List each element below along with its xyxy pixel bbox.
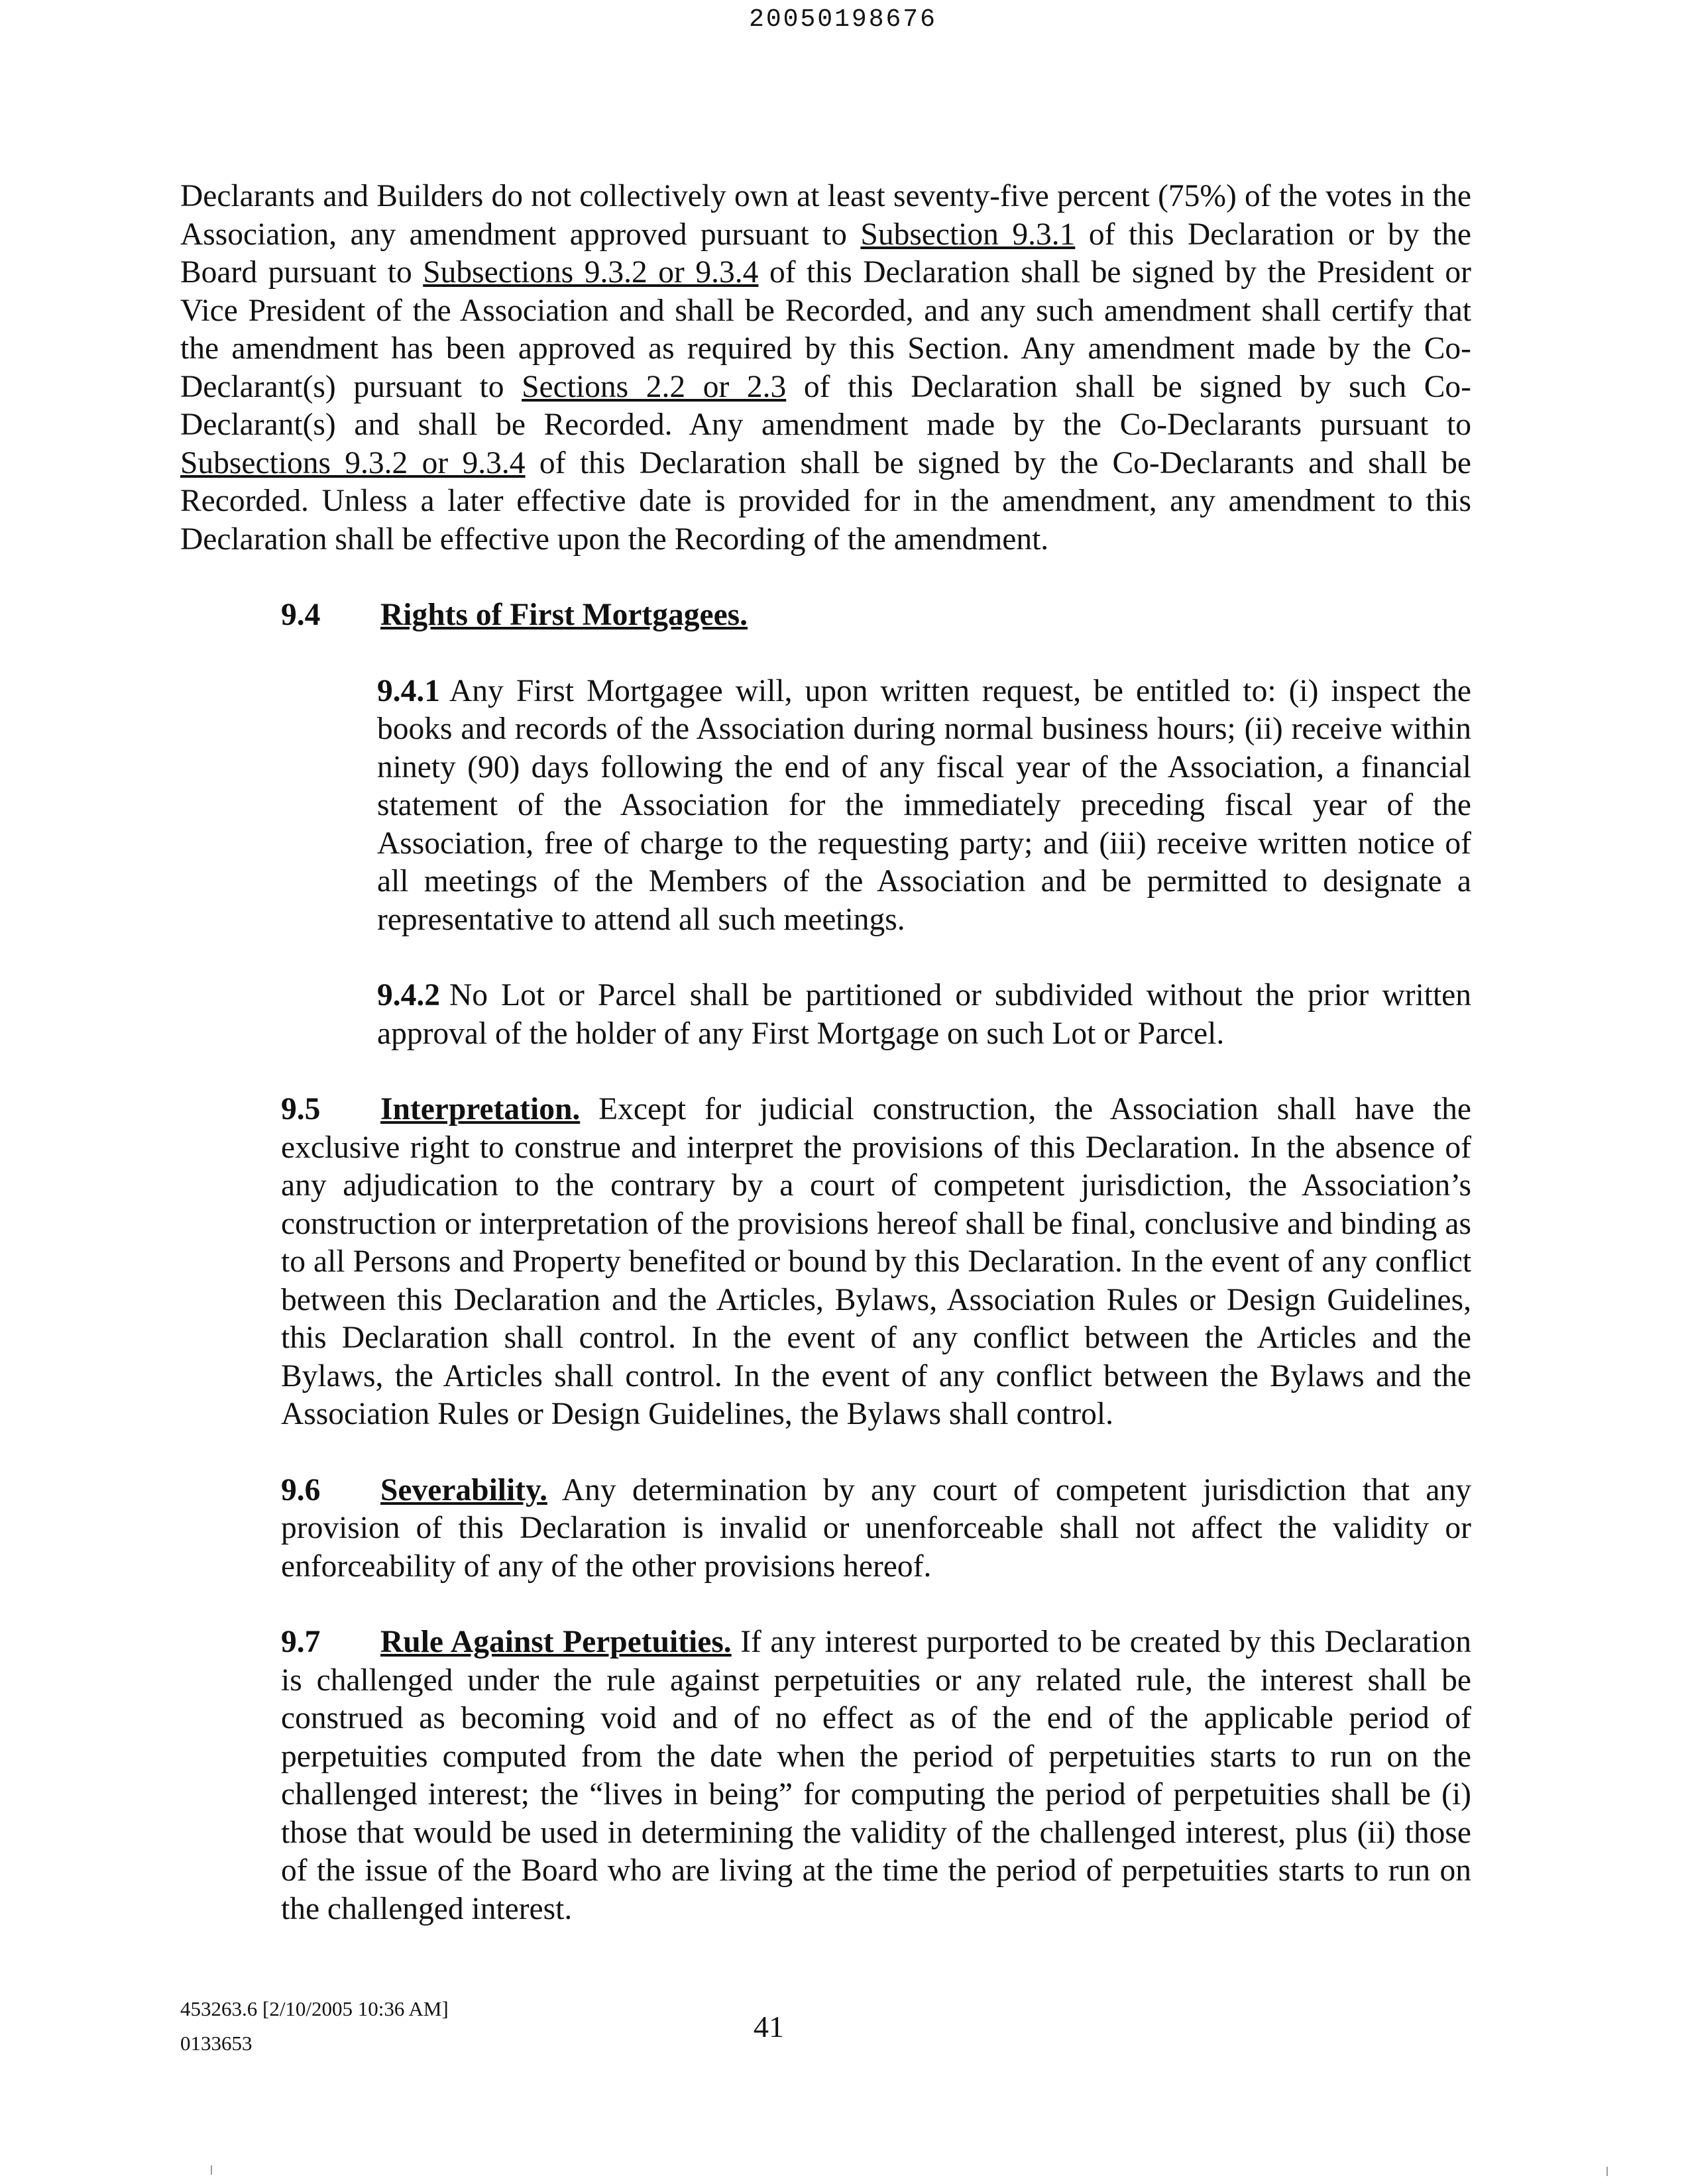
section-text: Any determination by any court of competent jurisdiction that any provision of this Declaration is invalid or unenforceable shall not affect the validity or enforceability of any of the other provisions hereof. bbox=[281, 1472, 1471, 1584]
document-reference: 453263.6 [2/10/2005 10:36 AM] bbox=[180, 1997, 449, 2020]
section-title: Severability. bbox=[380, 1472, 547, 1507]
scan-mark bbox=[1606, 2167, 1608, 2176]
section-text: If any interest purported to be created by this Declaration is challenged under the rule against perpetuities or any related rule, the interest shall be construed as becoming void and of no effect as of the end of the applicable period of perpetuities computed from the date when the period of perpetuities starts to run on the challenged interest; the “lives in being” for computing the period of perpetuities shall be (i) those that would be used in determining the validity of the challenged interest, plus (ii) those of the issue of the Board who are living at the time the period of perpetuities starts to run on the challenged interest. bbox=[281, 1625, 1472, 1926]
subsection-9-4-1 bbox=[180, 673, 1471, 940]
section-number: 9.4 bbox=[281, 598, 321, 632]
section-title: Rule Against Perpetuities. bbox=[380, 1625, 732, 1659]
subsections-9-3-2-9-3-4-reference: Subsections 9.3.2 or 9.3.4 bbox=[423, 255, 759, 290]
subsection-9-3-1-reference: Subsection 9.3.1 bbox=[860, 217, 1076, 252]
intro-text-1: Declarants and Builders do not collectively own at least seventy-five percent (75%) of the votes in the Association, any amendment approved pursuant to bbox=[180, 179, 1471, 252]
section-number: 9.7 bbox=[281, 1625, 321, 1659]
section-9-4-heading bbox=[180, 596, 1471, 635]
client-reference: 0133653 bbox=[180, 2032, 253, 2055]
intro-text-2: of this Declaration or by the Board pursuant to bbox=[180, 217, 1471, 290]
sections-2-2-2-3-reference: Sections 2.2 or 2.3 bbox=[522, 369, 787, 404]
intro-paragraph bbox=[180, 178, 1471, 559]
subsection-number: 9.4.1 bbox=[377, 673, 440, 708]
section-9-6 bbox=[180, 1472, 1471, 1586]
scan-mark bbox=[211, 2165, 212, 2175]
section-title: Interpretation. bbox=[380, 1092, 581, 1126]
intro-text-5: of this Declaration shall be signed by the Co-Declarants and shall be Recorded. Unless a later effective date is provided for in the amendment, any amendment to this Declaration shall be effective upon the Recording of the amendment. bbox=[180, 445, 1472, 557]
subsection-text: No Lot or Parcel shall be partitioned or subdivided without the prior written approval of the holder of any First Mortgage on such Lot or Parcel. bbox=[377, 978, 1471, 1051]
subsection-text: Any First Mortgagee will, upon written request, be entitled to: (i) inspect the books and records of the Association during normal business hours; (ii) receive within ninety (90) days following the end of any fiscal year of the Association, a financial statement of the Association for the immediately preceding fiscal year of the Association, free of charge to the requesting party; and (iii) receive written notice of all meetings of the Members of the Association and be permitted to designate a representative to attend all such meetings. bbox=[377, 673, 1471, 937]
section-number: 9.6 bbox=[281, 1472, 321, 1507]
section-9-5 bbox=[180, 1091, 1471, 1434]
footer-references bbox=[180, 1992, 449, 2061]
section-text: Except for judicial construction, the Association shall have the exclusive right to construe and interpret the provisions of this Declaration. In the absence of any adjudication to the contrary by a court of competent jurisdiction, the Association’s construction or interpretation of the provisions hereof shall be final, conclusive and binding as to all Persons and Property benefited or bound by this Declaration. In the event of any conflict between this Declaration and the Articles, Bylaws, Association Rules or Design Guidelines, this Declaration shall control. In the event of any conflict between the Articles and the Bylaws, the Articles shall control. In the event of any conflict between the Bylaws and the Association Rules or Design Guidelines, the Bylaws shall control. bbox=[281, 1092, 1472, 1431]
intro-text-4: of this Declaration shall be signed by such Co-Declarant(s) and shall be Recorded. Any amendment made by the Co-Declarants pursuant to bbox=[180, 369, 1472, 442]
page-number: 41 bbox=[754, 2010, 784, 2044]
section-title: Rights of First Mortgagees. bbox=[380, 598, 748, 632]
subsections-9-3-2-9-3-4-reference-2: Subsections 9.3.2 or 9.3.4 bbox=[180, 445, 526, 480]
document-body bbox=[180, 178, 1471, 1928]
subsection-number: 9.4.2 bbox=[377, 978, 440, 1012]
intro-text-3: of this Declaration shall be signed by the President or Vice President of the Association and shall be Recorded, and any such amendment shall certify that the amendment has been approved as required by this Section. Any amendment made by the Co-Declarant(s) pursuant to bbox=[180, 255, 1472, 404]
section-9-7 bbox=[180, 1623, 1471, 1928]
section-number: 9.5 bbox=[281, 1092, 321, 1126]
subsection-9-4-2 bbox=[180, 977, 1471, 1053]
document-number: 20050198676 bbox=[749, 5, 937, 34]
